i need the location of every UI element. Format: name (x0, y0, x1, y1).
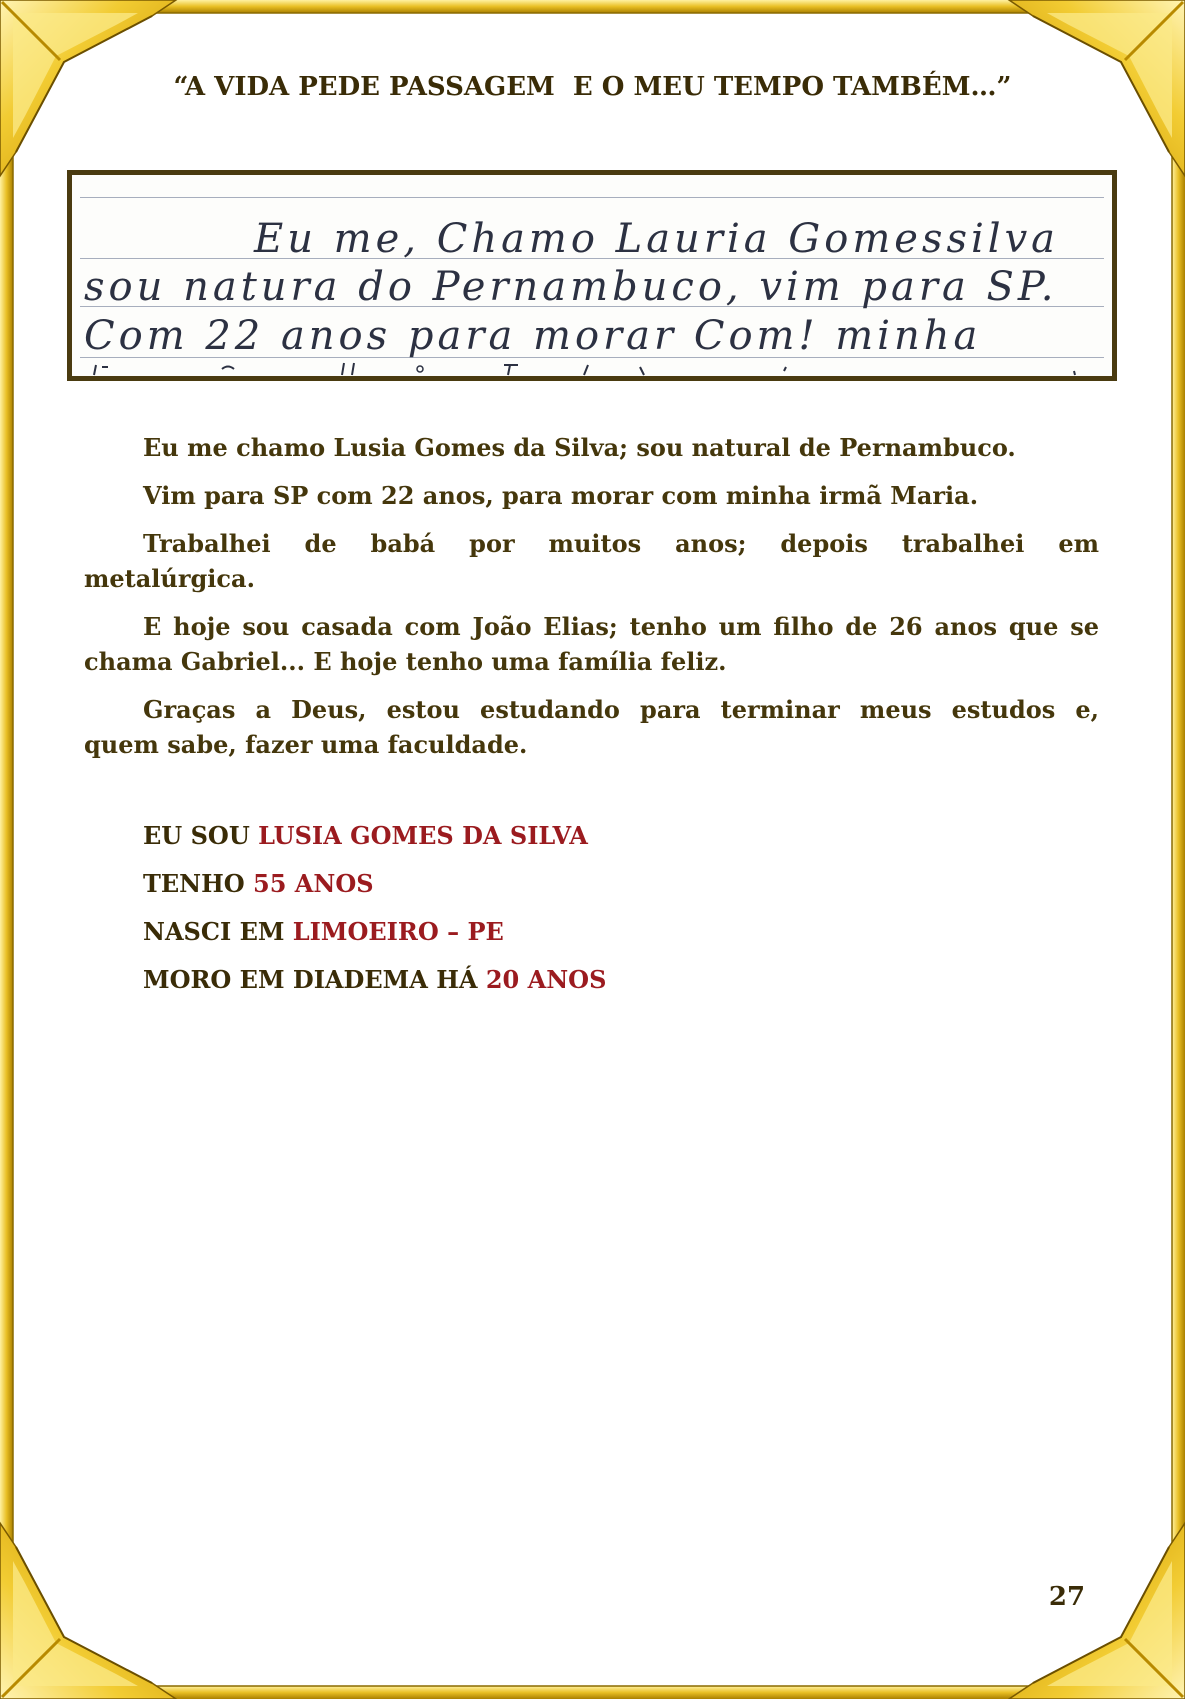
identity-value: LUSIA GOMES DA SILVA (258, 821, 588, 850)
paragraph-line: metalúrgica. (84, 564, 255, 593)
page-number: 27 (1048, 1582, 1086, 1612)
paragraph-line: chama Gabriel... E hoje tenho uma família feliz. (84, 647, 727, 676)
identity-label: TENHO (143, 869, 245, 898)
identity-label: NASCI EM (143, 917, 285, 946)
handwritten-line: Com 22 anos para morar Com! minha (84, 313, 982, 359)
narrative-text (84, 430, 1099, 775)
handwriting-partial-strokes (72, 361, 1112, 376)
paragraph (84, 526, 1099, 596)
handwritten-line: sou natura do Pernambuco, vim para SP. (84, 264, 1058, 310)
paragraph (84, 430, 1099, 465)
paragraph-line: Vim para SP com 22 anos, para morar com minha irmã Maria. (143, 481, 979, 510)
identity-name-row (143, 812, 1043, 860)
paragraph-line: quem sabe, fazer uma faculdade. (84, 730, 528, 759)
paragraph-line: Eu me chamo Lusia Gomes da Silva; sou natural de Pernambuco. (143, 433, 1016, 462)
corner-ornament-bottom-left (0, 1523, 176, 1699)
paragraph-line: Graças a Deus, estou estudando para terminar meus estudos e, (143, 695, 1099, 724)
page-title: “A VIDA PEDE PASSAGEM E O MEU TEMPO TAMBÉM…” (173, 72, 1012, 102)
identity-value: 55 ANOS (253, 869, 374, 898)
frame-edge-left (0, 0, 13, 1699)
handwritten-line: Eu me, Chamo Lauria Gomessilva (254, 216, 1060, 262)
identity-age-row (143, 860, 1043, 908)
identity-label: EU SOU (143, 821, 250, 850)
identity-label: MORO EM DIADEMA HÁ (143, 965, 478, 994)
identity-summary (143, 812, 1043, 1004)
frame-edge-top (0, 0, 1185, 13)
paragraph (84, 692, 1099, 762)
identity-residence-row (143, 956, 1043, 1004)
frame-edge-right (1172, 0, 1185, 1699)
identity-value: LIMOEIRO – PE (292, 917, 504, 946)
handwritten-note-image (67, 170, 1117, 381)
paragraph (84, 609, 1099, 679)
frame-edge-bottom (0, 1686, 1185, 1699)
identity-value: 20 ANOS (485, 965, 607, 994)
ruled-line (80, 197, 1104, 198)
paragraph (84, 478, 1099, 513)
paragraph-line: Trabalhei de babá por muitos anos; depois trabalhei em (143, 529, 1099, 558)
identity-birthplace-row (143, 908, 1043, 956)
paragraph-line: E hoje sou casada com João Elias; tenho um filho de 26 anos que se (143, 612, 1099, 641)
